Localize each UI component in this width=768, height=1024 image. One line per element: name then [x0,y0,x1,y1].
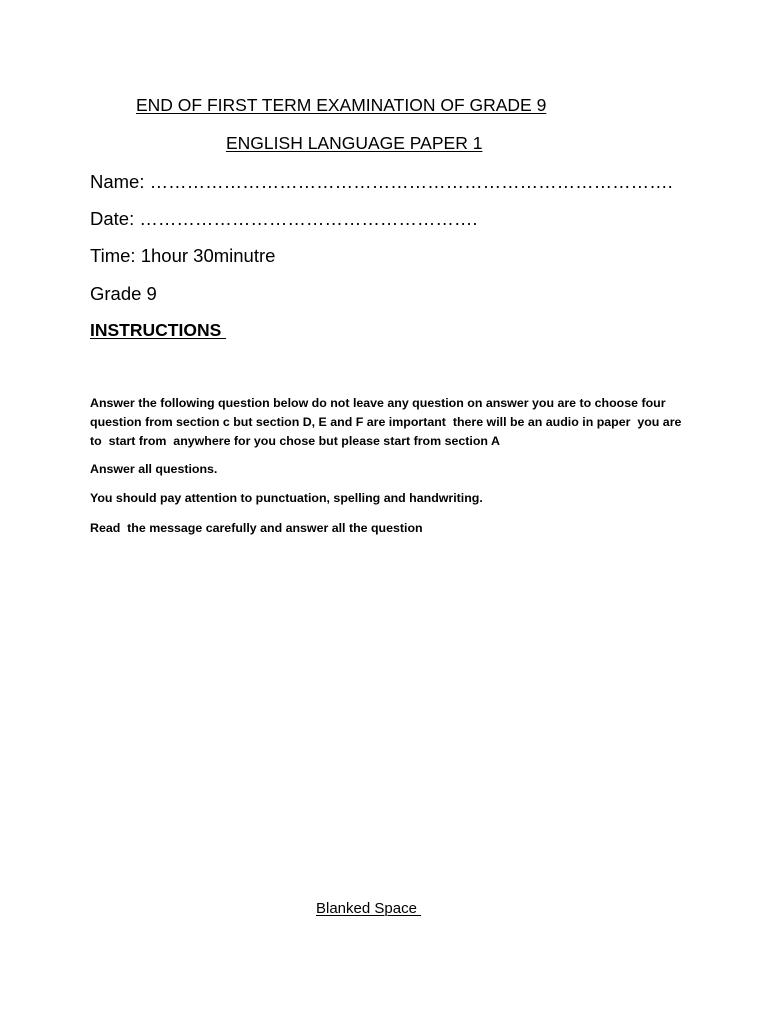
instruction-paragraph: Answer the following question below do not leave any question on answer you are to choose four question from section c but section D, E and F are important there will be an audio in paper you are to start from anywhere for you chose but please start from section A [90,396,685,448]
name-field: Name: …………………………………………………………………………. [90,171,673,192]
blank-space-label: Blanked Space [316,900,422,917]
instruction-paragraph: Answer all questions. [90,462,218,476]
time-field: Time: 1hour 30minutre [90,245,276,266]
instruction-paragraph: You should pay attention to punctuation, spelling and handwriting. [90,491,483,505]
exam-subtitle: ENGLISH LANGUAGE PAPER 1 [226,133,483,153]
date-field: Date: ………………………………………………. [90,208,478,229]
instructions-heading: INSTRUCTIONS [90,320,227,340]
exam-title: END OF FIRST TERM EXAMINATION OF GRADE 9 [136,95,547,115]
instruction-paragraph: Read the message carefully and answer all the question [90,521,423,535]
grade-field: Grade 9 [90,283,157,304]
